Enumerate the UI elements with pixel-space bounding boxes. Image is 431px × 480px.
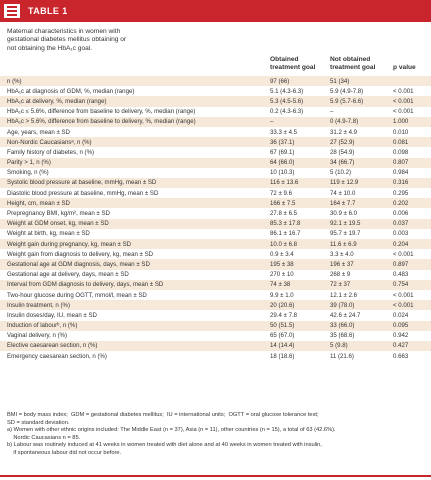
not-obtained-value: 5.9 (5.7-6.6) [330,97,364,105]
table-row [0,117,431,127]
table-row [0,259,431,269]
not-obtained-value: 30.9 ± 6.0 [330,210,358,218]
obtained-value: 72 ± 9.6 [270,189,292,197]
not-obtained-value: 5 (9.8) [330,342,348,350]
not-obtained-value: 39 (78.0) [330,301,355,309]
row-label: HbA₁c ≤ 5.6%, difference from baseline to delivery, %, median (range) [7,108,196,116]
table-row [0,96,431,106]
table-row [0,198,431,208]
table-row [0,76,431,86]
not-obtained-value: 35 (68.6) [330,332,355,340]
not-obtained-value: 95.7 ± 19.7 [330,230,361,238]
footnote-line: a) Women with other ethnic origins included: The Middle East (n = 37), Asia (n = 11), other countries (n = 15), a total of 63 (42.6%). [7,427,336,433]
p-value: < 0.001 [393,291,414,299]
row-label: Weight gain during pregnancy, kg, mean ± SD [7,240,132,248]
table-row [0,127,431,137]
row-label: Interval from GDM diagnosis to delivery, days, mean ± SD [7,281,164,289]
p-value: 0.024 [393,311,409,319]
obtained-value: 85.3 ± 17.8 [270,220,301,228]
table-caption: Maternal characteristics in women with gestational diabetes mellitus obtaining or not obtaining the HbA₁c goal. [7,28,127,52]
table-row [0,147,431,157]
table-row [0,188,431,198]
not-obtained-value: 27 (52.9) [330,138,355,146]
row-label: Insulin treatment, n (%) [7,301,70,309]
obtained-value: 36 (37.1) [270,138,295,146]
row-label: Elective caesarean section, n (%) [7,342,98,350]
row-label: Vaginal delivery, n (%) [7,332,68,340]
row-label: Family history of diabetes, n (%) [7,148,95,156]
table-row [0,158,431,168]
row-label: Weight gain from diagnosis to delivery, kg, mean ± SD [7,250,154,258]
table-row [0,168,431,178]
row-label: Insulin doses/day, IU, mean ± SD [7,311,97,319]
obtained-value: 86.1 ± 16.7 [270,230,301,238]
table-row [0,239,431,249]
obtained-value: 97 (66) [270,77,290,85]
not-obtained-value: 5 (10.2) [330,169,352,177]
row-label: Emergency caesarean section, n (%) [7,352,107,360]
obtained-value: 20 (20.6) [270,301,295,309]
obtained-value: – [270,118,274,126]
not-obtained-value: 0 (4.9-7.8) [330,118,359,126]
row-label: HbA₁c > 5.6%, difference from baseline to delivery, %, median (range) [7,118,196,126]
table-row [0,107,431,117]
obtained-value: 270 ± 10 [270,271,294,279]
table-row [0,219,431,229]
row-label: Weight at birth, kg, mean ± SD [7,230,90,238]
row-label: Diastolic blood pressure at baseline, mmHg, mean ± SD [7,189,159,197]
row-label: Induction of labourᵇ, n (%) [7,322,78,330]
row-label: Height, cm, mean ± SD [7,199,70,207]
table-row [0,86,431,96]
p-value: 0.037 [393,220,409,228]
row-label: HbA₁c at diagnosis of GDM, %, median (range) [7,87,135,95]
row-label: Prepregnancy BMI, kg/m², mean ± SD [7,210,110,218]
footnote-line: if spontaneous labour did not occur before. [7,449,122,456]
p-value: 0.202 [393,199,409,207]
obtained-value: 67 (69.1) [270,148,295,156]
obtained-value: 64 (66.0) [270,159,295,167]
table-icon[interactable] [4,4,20,18]
obtained-value: 0.2 (4.3-6.3) [270,108,304,116]
p-value: 0.095 [393,322,409,330]
obtained-value: 116 ± 13.6 [270,179,299,187]
p-value: < 0.001 [393,87,414,95]
footnote-line: b) Labour was routinely induced at 41 weeks in women treated with diet alone and at 40 weeks in women treated with insulin, [7,442,322,448]
obtained-value: 74 ± 38 [270,281,291,289]
not-obtained-value: 28 (54.9) [330,148,355,156]
not-obtained-value: 12.1 ± 2.6 [330,291,358,299]
not-obtained-value: 164 ± 7.7 [330,199,356,207]
table-row [0,280,431,290]
table-footnotes [7,412,427,457]
obtained-value: 65 (67.0) [270,332,295,340]
obtained-value: 166 ± 7.5 [270,199,296,207]
obtained-value: 9.9 ± 1.0 [270,291,294,299]
not-obtained-value: – [330,108,334,116]
p-value: 0.081 [393,138,409,146]
row-label: Weight at GDM onset, kg, mean ± SD [7,220,109,228]
p-value: < 0.001 [393,301,414,309]
p-value: 0.942 [393,332,409,340]
not-obtained-value: 72 ± 37 [330,281,351,289]
p-value: 0.984 [393,169,409,177]
table-row [0,351,431,361]
p-value: 0.427 [393,342,409,350]
obtained-value: 10 (10.3) [270,169,295,177]
obtained-value: 18 (18.6) [270,352,295,360]
not-obtained-value: 11.6 ± 6.9 [330,240,357,248]
obtained-value: 27.8 ± 6.5 [270,210,298,218]
obtained-value: 195 ± 38 [270,260,294,268]
footnote-line: SD = standard deviation. [7,419,70,426]
p-value: 0.316 [393,179,409,187]
table-row [0,321,431,331]
not-obtained-value: 33 (66.0) [330,322,355,330]
row-label: n (%) [7,77,22,85]
footnote-line: BMI = body mass index; GDM = gestational diabetes mellitus; IU = international units; OGTT = oral glucose tolerance test; [7,412,319,418]
obtained-value: 5.3 (4.5-5.6) [270,97,304,105]
p-value: 0.483 [393,271,409,279]
table-body [0,76,431,361]
table-row [0,208,431,218]
row-label: Gestational age at delivery, days, mean ± SD [7,271,129,279]
table-header-bar [0,0,431,22]
column-header-not-obtained: Not obtained treatment goal [330,56,376,72]
p-value: 1.000 [393,118,409,126]
p-value: 0.003 [393,230,409,238]
table-row [0,310,431,320]
table-row [0,341,431,351]
row-label: Two-hour glucose during OGTT, mmol/l, mean ± SD [7,291,147,299]
row-label: Smoking, n (%) [7,169,49,177]
p-value: 0.295 [393,189,409,197]
table-row [0,137,431,147]
obtained-value: 50 (51.5) [270,322,295,330]
table-title: TABLE 1 [28,6,68,16]
obtained-value: 10.0 ± 6.8 [270,240,298,248]
p-value: 0.006 [393,210,409,218]
obtained-value: 5.1 (4.3-6.3) [270,87,304,95]
row-label: Parity > 1, n (%) [7,159,51,167]
table-row [0,178,431,188]
p-value: < 0.001 [393,250,414,258]
p-value: 0.204 [393,240,409,248]
p-value: 0.807 [393,159,409,167]
obtained-value: 33.3 ± 4.5 [270,128,298,136]
table-row [0,300,431,310]
p-value: 0.754 [393,281,409,289]
row-label: Gestational age at GDM diagnosis, days, mean ± SD [7,260,150,268]
not-obtained-value: 31.2 ± 4.9 [330,128,358,136]
footnote-line: Nordic Caucasians n = 85. [7,434,81,441]
table-row [0,290,431,300]
obtained-value: 29.4 ± 7.8 [270,311,298,319]
p-value: < 0.001 [393,97,414,105]
table-row [0,249,431,259]
not-obtained-value: 74 ± 10.0 [330,189,356,197]
p-value: 0.663 [393,352,409,360]
obtained-value: 14 (14.4) [270,342,295,350]
table-row [0,331,431,341]
obtained-value: 0.9 ± 3.4 [270,250,294,258]
table-bottom-rule [0,475,431,477]
row-label: Non-Nordic Caucasiansᵃ, n (%) [7,138,92,146]
p-value: < 0.001 [393,108,414,116]
column-header-pvalue: p value [393,64,416,72]
row-label: Age, years, mean ± SD [7,128,70,136]
not-obtained-value: 268 ± 9 [330,271,351,279]
row-label: Systolic blood pressure at baseline, mmHg, mean ± SD [7,179,157,187]
not-obtained-value: 34 (66.7) [330,159,355,167]
p-value: 0.897 [393,260,409,268]
not-obtained-value: 5.9 (4.9-7.8) [330,87,364,95]
p-value: 0.010 [393,128,409,136]
not-obtained-value: 92.1 ± 19.5 [330,220,361,228]
not-obtained-value: 119 ± 12.9 [330,179,359,187]
row-label: HbA₁c at delivery, %, median (range) [7,97,107,105]
table-row [0,270,431,280]
not-obtained-value: 11 (21.6) [330,352,354,360]
not-obtained-value: 51 (34) [330,77,350,85]
column-header-obtained: Obtained treatment goal [270,56,316,72]
not-obtained-value: 3.3 ± 4.0 [330,250,354,258]
p-value: 0.098 [393,148,409,156]
not-obtained-value: 196 ± 37 [330,260,354,268]
not-obtained-value: 42.6 ± 24.7 [330,311,361,319]
table-row [0,229,431,239]
